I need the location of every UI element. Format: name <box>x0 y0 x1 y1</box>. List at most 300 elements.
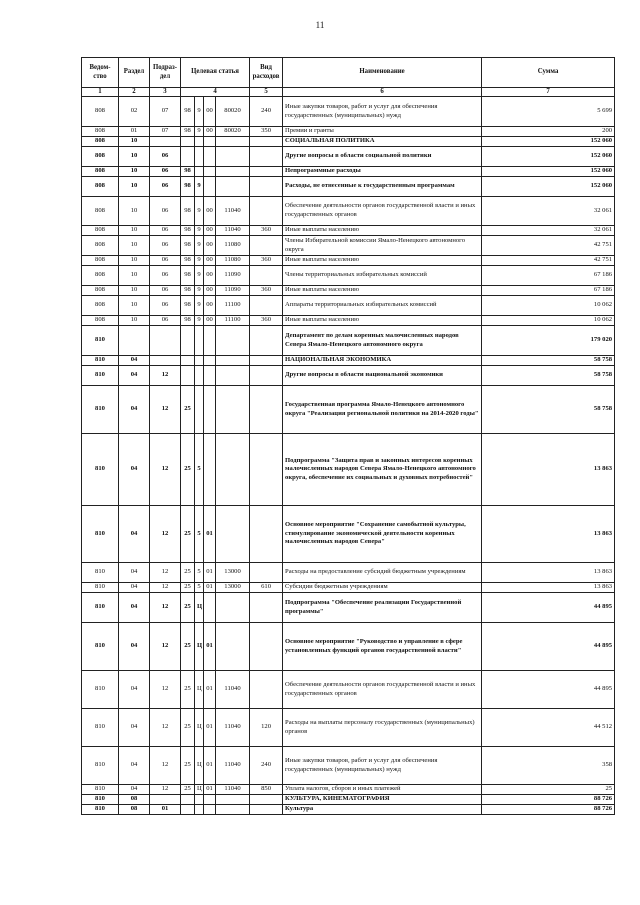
expense-type-cell <box>250 296 283 316</box>
subsection-code-cell: 06 <box>150 316 181 326</box>
program-code-cell: 25 <box>181 434 195 506</box>
ministry-code-cell: 810 <box>82 563 119 583</box>
item-name-cell: Другие вопросы в области национальной экономики <box>283 366 482 386</box>
table-row <box>82 296 615 316</box>
subprogram-code-cell: 9 <box>195 236 204 256</box>
table-row <box>82 226 615 236</box>
table-row <box>82 795 615 805</box>
expense-type-cell <box>250 266 283 286</box>
subprogram-code-cell <box>195 366 204 386</box>
table-row <box>82 256 615 266</box>
event-code-cell <box>204 147 216 167</box>
table-row <box>82 434 615 506</box>
amount-cell: 152 060 <box>482 147 615 167</box>
item-name-cell: Департамент по делам коренных малочисленных народов Севера Ямало-Ненецкого автономного округа <box>283 326 482 356</box>
subsection-code-cell: 12 <box>150 583 181 593</box>
event-code-cell: 00 <box>204 97 216 127</box>
program-code-cell <box>181 366 195 386</box>
table-row <box>82 563 615 583</box>
ministry-code-cell: 810 <box>82 785 119 795</box>
item-name-cell: Иные закупки товаров, работ и услуг для обеспечения государственных (муниципальных) нужд <box>283 747 482 785</box>
subprogram-code-cell <box>195 137 204 147</box>
index-cell: 3 <box>150 88 181 97</box>
event-code-cell: 00 <box>204 316 216 326</box>
subsection-code-cell: 07 <box>150 97 181 127</box>
table-row <box>82 747 615 785</box>
direction-code-cell: 11040 <box>216 197 250 226</box>
direction-code-cell <box>216 366 250 386</box>
table-row <box>82 671 615 709</box>
program-code-cell: 98 <box>181 236 195 256</box>
expense-type-cell: 240 <box>250 97 283 127</box>
table-row <box>82 316 615 326</box>
event-code-cell: 01 <box>204 785 216 795</box>
event-code-cell: 01 <box>204 623 216 671</box>
section-code-cell: 04 <box>119 506 150 563</box>
direction-code-cell: 11080 <box>216 256 250 266</box>
table-row <box>82 709 615 747</box>
amount-cell: 58 758 <box>482 386 615 434</box>
expense-type-cell <box>250 177 283 197</box>
expense-type-cell <box>250 434 283 506</box>
amount-cell: 13 863 <box>482 583 615 593</box>
subprogram-code-cell: Ц <box>195 785 204 795</box>
expense-type-cell <box>250 366 283 386</box>
table-row <box>82 127 615 137</box>
subsection-code-cell: 12 <box>150 506 181 563</box>
amount-cell: 5 699 <box>482 97 615 127</box>
subprogram-code-cell <box>195 326 204 356</box>
section-code-cell: 10 <box>119 256 150 266</box>
direction-code-cell: 11040 <box>216 671 250 709</box>
table-row <box>82 506 615 563</box>
expense-type-cell <box>250 147 283 167</box>
program-code-cell <box>181 795 195 805</box>
index-cell: 2 <box>119 88 150 97</box>
amount-cell: 67 186 <box>482 266 615 286</box>
section-code-cell: 04 <box>119 747 150 785</box>
event-code-cell: 00 <box>204 296 216 316</box>
subprogram-code-cell: 9 <box>195 266 204 286</box>
item-name-cell: Культура <box>283 805 482 815</box>
item-name-cell: Субсидии бюджетным учреждениям <box>283 583 482 593</box>
ministry-code-cell: 810 <box>82 805 119 815</box>
ministry-code-cell: 810 <box>82 506 119 563</box>
subsection-code-cell: 12 <box>150 623 181 671</box>
subprogram-code-cell: 9 <box>195 256 204 266</box>
ministry-code-cell: 810 <box>82 623 119 671</box>
event-code-cell <box>204 366 216 386</box>
ministry-code-cell: 808 <box>82 286 119 296</box>
subprogram-code-cell: 9 <box>195 316 204 326</box>
header-name: Наименование <box>283 58 482 88</box>
ministry-code-cell: 808 <box>82 266 119 286</box>
ministry-code-cell: 808 <box>82 97 119 127</box>
header-sum: Сумма <box>482 58 615 88</box>
expense-type-cell <box>250 563 283 583</box>
amount-cell: 44 895 <box>482 623 615 671</box>
section-code-cell: 04 <box>119 366 150 386</box>
subsection-code-cell: 06 <box>150 147 181 167</box>
table-row <box>82 137 615 147</box>
ministry-code-cell: 808 <box>82 226 119 236</box>
ministry-code-cell: 810 <box>82 326 119 356</box>
event-code-cell: 00 <box>204 236 216 256</box>
subsection-code-cell: 12 <box>150 366 181 386</box>
table-row <box>82 366 615 386</box>
item-name-cell: Иные выплаты населению <box>283 256 482 266</box>
expense-type-cell <box>250 386 283 434</box>
program-code-cell: 98 <box>181 127 195 137</box>
amount-cell: 67 186 <box>482 286 615 296</box>
amount-cell: 44 895 <box>482 593 615 623</box>
amount-cell: 10 062 <box>482 296 615 316</box>
index-cell: 5 <box>250 88 283 97</box>
amount-cell: 88 726 <box>482 795 615 805</box>
expense-type-cell <box>250 671 283 709</box>
amount-cell: 13 863 <box>482 563 615 583</box>
expense-type-cell: 360 <box>250 226 283 236</box>
expense-type-cell <box>250 805 283 815</box>
program-code-cell: 25 <box>181 785 195 795</box>
ministry-code-cell: 810 <box>82 583 119 593</box>
section-code-cell: 04 <box>119 785 150 795</box>
program-code-cell <box>181 326 195 356</box>
amount-cell: 58 758 <box>482 366 615 386</box>
section-code-cell: 04 <box>119 356 150 366</box>
direction-code-cell: 11100 <box>216 316 250 326</box>
section-code-cell <box>119 326 150 356</box>
header-expense-type: Вид расходов <box>250 58 283 88</box>
subprogram-code-cell: 5 <box>195 583 204 593</box>
program-code-cell: 25 <box>181 623 195 671</box>
direction-code-cell: 11080 <box>216 236 250 256</box>
item-name-cell: Основное мероприятие "Руководство и управление в сфере установленных функций органов государственной власти" <box>283 623 482 671</box>
subprogram-code-cell: Ц <box>195 623 204 671</box>
expense-type-cell <box>250 506 283 563</box>
subprogram-code-cell: Ц <box>195 593 204 623</box>
program-code-cell: 25 <box>181 709 195 747</box>
subprogram-code-cell: 9 <box>195 197 204 226</box>
item-name-cell: КУЛЬТУРА, КИНЕМАТОГРАФИЯ <box>283 795 482 805</box>
ministry-code-cell: 808 <box>82 296 119 316</box>
section-code-cell: 04 <box>119 709 150 747</box>
direction-code-cell <box>216 623 250 671</box>
event-code-cell: 01 <box>204 709 216 747</box>
amount-cell: 200 <box>482 127 615 137</box>
section-code-cell: 10 <box>119 226 150 236</box>
amount-cell: 10 062 <box>482 316 615 326</box>
program-code-cell: 98 <box>181 226 195 236</box>
table-row <box>82 386 615 434</box>
expense-type-cell <box>250 197 283 226</box>
expense-type-cell: 360 <box>250 316 283 326</box>
expense-type-cell: 610 <box>250 583 283 593</box>
direction-code-cell <box>216 167 250 177</box>
ministry-code-cell: 808 <box>82 167 119 177</box>
header-subsection: Подраз-дел <box>150 58 181 88</box>
direction-code-cell <box>216 386 250 434</box>
ministry-code-cell: 808 <box>82 256 119 266</box>
item-name-cell: Иные выплаты населению <box>283 226 482 236</box>
subsection-code-cell: 06 <box>150 266 181 286</box>
subsection-code-cell: 06 <box>150 167 181 177</box>
section-code-cell: 10 <box>119 266 150 286</box>
subsection-code-cell: 12 <box>150 593 181 623</box>
direction-code-cell <box>216 177 250 197</box>
item-name-cell: Расходы на выплаты персоналу государственных (муниципальных) органов <box>283 709 482 747</box>
expense-type-cell: 850 <box>250 785 283 795</box>
program-code-cell: 25 <box>181 563 195 583</box>
header-section: Раздел <box>119 58 150 88</box>
subsection-code-cell: 12 <box>150 386 181 434</box>
subsection-code-cell: 12 <box>150 709 181 747</box>
direction-code-cell <box>216 137 250 147</box>
page-number: 11 <box>315 20 325 30</box>
subprogram-code-cell <box>195 167 204 177</box>
table-body <box>82 97 615 815</box>
direction-code-cell: 11040 <box>216 709 250 747</box>
event-code-cell: 00 <box>204 266 216 286</box>
subprogram-code-cell <box>195 805 204 815</box>
ministry-code-cell: 810 <box>82 671 119 709</box>
amount-cell: 88 726 <box>482 805 615 815</box>
subsection-code-cell <box>150 356 181 366</box>
subprogram-code-cell: 9 <box>195 127 204 137</box>
header-row <box>82 58 615 88</box>
section-code-cell: 04 <box>119 623 150 671</box>
program-code-cell <box>181 805 195 815</box>
ministry-code-cell: 810 <box>82 434 119 506</box>
budget-table <box>81 57 615 815</box>
ministry-code-cell: 810 <box>82 709 119 747</box>
ministry-code-cell: 808 <box>82 177 119 197</box>
section-code-cell: 04 <box>119 593 150 623</box>
subprogram-code-cell: 5 <box>195 434 204 506</box>
direction-code-cell: 11100 <box>216 296 250 316</box>
subprogram-code-cell <box>195 147 204 167</box>
expense-type-cell <box>250 623 283 671</box>
expense-type-cell <box>250 593 283 623</box>
item-name-cell: Подпрограмма "Обеспечение реализации Государственной программы" <box>283 593 482 623</box>
event-code-cell: 00 <box>204 127 216 137</box>
table-row <box>82 266 615 286</box>
subprogram-code-cell <box>195 386 204 434</box>
expense-type-cell: 350 <box>250 127 283 137</box>
amount-cell: 13 863 <box>482 434 615 506</box>
amount-cell: 32 061 <box>482 197 615 226</box>
ministry-code-cell: 808 <box>82 236 119 256</box>
item-name-cell: Иные закупки товаров, работ и услуг для обеспечения государственных (муниципальных) нужд <box>283 97 482 127</box>
program-code-cell: 25 <box>181 671 195 709</box>
subprogram-code-cell: 9 <box>195 296 204 316</box>
direction-code-cell <box>216 434 250 506</box>
program-code-cell <box>181 356 195 366</box>
expense-type-cell <box>250 167 283 177</box>
subsection-code-cell: 12 <box>150 747 181 785</box>
program-code-cell: 98 <box>181 286 195 296</box>
amount-cell: 152 060 <box>482 167 615 177</box>
ministry-code-cell: 808 <box>82 127 119 137</box>
subprogram-code-cell <box>195 795 204 805</box>
subprogram-code-cell: Ц <box>195 709 204 747</box>
program-code-cell: 25 <box>181 386 195 434</box>
subsection-code-cell <box>150 326 181 356</box>
expense-type-cell <box>250 137 283 147</box>
program-code-cell: 98 <box>181 167 195 177</box>
item-name-cell: Государственная программа Ямало-Ненецкого автономного округа "Реализация региональной политики на 2014-2020 годы" <box>283 386 482 434</box>
event-code-cell <box>204 386 216 434</box>
index-cell: 4 <box>181 88 250 97</box>
direction-code-cell: 11040 <box>216 747 250 785</box>
event-code-cell <box>204 593 216 623</box>
section-code-cell: 10 <box>119 296 150 316</box>
subsection-code-cell: 12 <box>150 785 181 795</box>
amount-cell: 152 060 <box>482 137 615 147</box>
section-code-cell: 04 <box>119 583 150 593</box>
ministry-code-cell: 810 <box>82 356 119 366</box>
table-row <box>82 593 615 623</box>
item-name-cell: Уплата налогов, сборов и иных платежей <box>283 785 482 795</box>
event-code-cell: 01 <box>204 747 216 785</box>
program-code-cell: 25 <box>181 506 195 563</box>
item-name-cell: Расходы, не отнесенные к государственным программам <box>283 177 482 197</box>
event-code-cell <box>204 795 216 805</box>
index-cell: 6 <box>283 88 482 97</box>
subsection-code-cell: 12 <box>150 563 181 583</box>
expense-type-cell <box>250 356 283 366</box>
amount-cell: 358 <box>482 747 615 785</box>
section-code-cell: 10 <box>119 177 150 197</box>
expense-type-cell <box>250 795 283 805</box>
event-code-cell <box>204 137 216 147</box>
subsection-code-cell <box>150 137 181 147</box>
section-code-cell: 10 <box>119 197 150 226</box>
subprogram-code-cell <box>195 356 204 366</box>
table-row <box>82 197 615 226</box>
item-name-cell: Непрограммные расходы <box>283 167 482 177</box>
direction-code-cell <box>216 795 250 805</box>
item-name-cell: Обеспечение деятельности органов государственной власти и иных государственных органов <box>283 671 482 709</box>
subsection-code-cell: 12 <box>150 434 181 506</box>
amount-cell: 58 758 <box>482 356 615 366</box>
expense-type-cell: 360 <box>250 286 283 296</box>
subsection-code-cell: 06 <box>150 236 181 256</box>
section-code-cell: 04 <box>119 386 150 434</box>
column-index-row <box>82 88 615 97</box>
direction-code-cell <box>216 147 250 167</box>
table-row <box>82 167 615 177</box>
item-name-cell: Члены территориальных избирательных комиссий <box>283 266 482 286</box>
direction-code-cell <box>216 805 250 815</box>
program-code-cell: 25 <box>181 593 195 623</box>
amount-cell: 32 061 <box>482 226 615 236</box>
program-code-cell: 98 <box>181 177 195 197</box>
header-ministry: Ведом-ство <box>82 58 119 88</box>
event-code-cell: 01 <box>204 506 216 563</box>
direction-code-cell <box>216 326 250 356</box>
event-code-cell: 01 <box>204 583 216 593</box>
direction-code-cell: 80020 <box>216 97 250 127</box>
subprogram-code-cell: 9 <box>195 97 204 127</box>
subprogram-code-cell: 5 <box>195 563 204 583</box>
event-code-cell: 01 <box>204 671 216 709</box>
event-code-cell: 00 <box>204 286 216 296</box>
amount-cell: 42 751 <box>482 256 615 266</box>
section-code-cell: 02 <box>119 97 150 127</box>
ministry-code-cell: 810 <box>82 593 119 623</box>
table-row <box>82 326 615 356</box>
direction-code-cell: 13000 <box>216 563 250 583</box>
expense-type-cell: 120 <box>250 709 283 747</box>
table-row <box>82 147 615 167</box>
section-code-cell: 04 <box>119 434 150 506</box>
direction-code-cell: 11090 <box>216 286 250 296</box>
program-code-cell: 98 <box>181 266 195 286</box>
subprogram-code-cell: 9 <box>195 177 204 197</box>
subsection-code-cell: 12 <box>150 671 181 709</box>
table-row <box>82 356 615 366</box>
subsection-code-cell: 06 <box>150 177 181 197</box>
program-code-cell: 25 <box>181 583 195 593</box>
amount-cell: 25 <box>482 785 615 795</box>
subsection-code-cell: 06 <box>150 256 181 266</box>
section-code-cell: 10 <box>119 137 150 147</box>
section-code-cell: 01 <box>119 127 150 137</box>
subsection-code-cell: 06 <box>150 197 181 226</box>
amount-cell: 152 060 <box>482 177 615 197</box>
item-name-cell: Иные выплаты населению <box>283 316 482 326</box>
section-code-cell: 10 <box>119 286 150 296</box>
program-code-cell: 25 <box>181 747 195 785</box>
ministry-code-cell: 810 <box>82 386 119 434</box>
direction-code-cell: 11040 <box>216 785 250 795</box>
program-code-cell: 98 <box>181 256 195 266</box>
ministry-code-cell: 808 <box>82 137 119 147</box>
expense-type-cell <box>250 326 283 356</box>
event-code-cell <box>204 177 216 197</box>
subprogram-code-cell: 9 <box>195 286 204 296</box>
section-code-cell: 04 <box>119 563 150 583</box>
item-name-cell: Основное мероприятие "Сохранение самобытной культуры, стимулирование экономической деятельности коренных малочисленных народов Севера" <box>283 506 482 563</box>
subsection-code-cell: 06 <box>150 286 181 296</box>
amount-cell: 44 512 <box>482 709 615 747</box>
item-name-cell: Члены Избирательной комиссии Ямало-Ненецкого автономного округа <box>283 236 482 256</box>
item-name-cell: НАЦИОНАЛЬНАЯ ЭКОНОМИКА <box>283 356 482 366</box>
ministry-code-cell: 810 <box>82 366 119 386</box>
direction-code-cell: 80020 <box>216 127 250 137</box>
amount-cell: 44 895 <box>482 671 615 709</box>
index-cell: 7 <box>482 88 615 97</box>
amount-cell: 179 020 <box>482 326 615 356</box>
direction-code-cell: 11090 <box>216 266 250 286</box>
event-code-cell: 00 <box>204 226 216 236</box>
section-code-cell: 10 <box>119 236 150 256</box>
event-code-cell <box>204 326 216 356</box>
table-row <box>82 236 615 256</box>
ministry-code-cell: 810 <box>82 795 119 805</box>
program-code-cell <box>181 137 195 147</box>
table-row <box>82 785 615 795</box>
subsection-code-cell <box>150 795 181 805</box>
program-code-cell: 98 <box>181 97 195 127</box>
table-row <box>82 623 615 671</box>
subprogram-code-cell: 5 <box>195 506 204 563</box>
event-code-cell <box>204 434 216 506</box>
item-name-cell: Премии и гранты <box>283 127 482 137</box>
item-name-cell: Расходы на предоставление субсидий бюджетным учреждениям <box>283 563 482 583</box>
direction-code-cell <box>216 356 250 366</box>
